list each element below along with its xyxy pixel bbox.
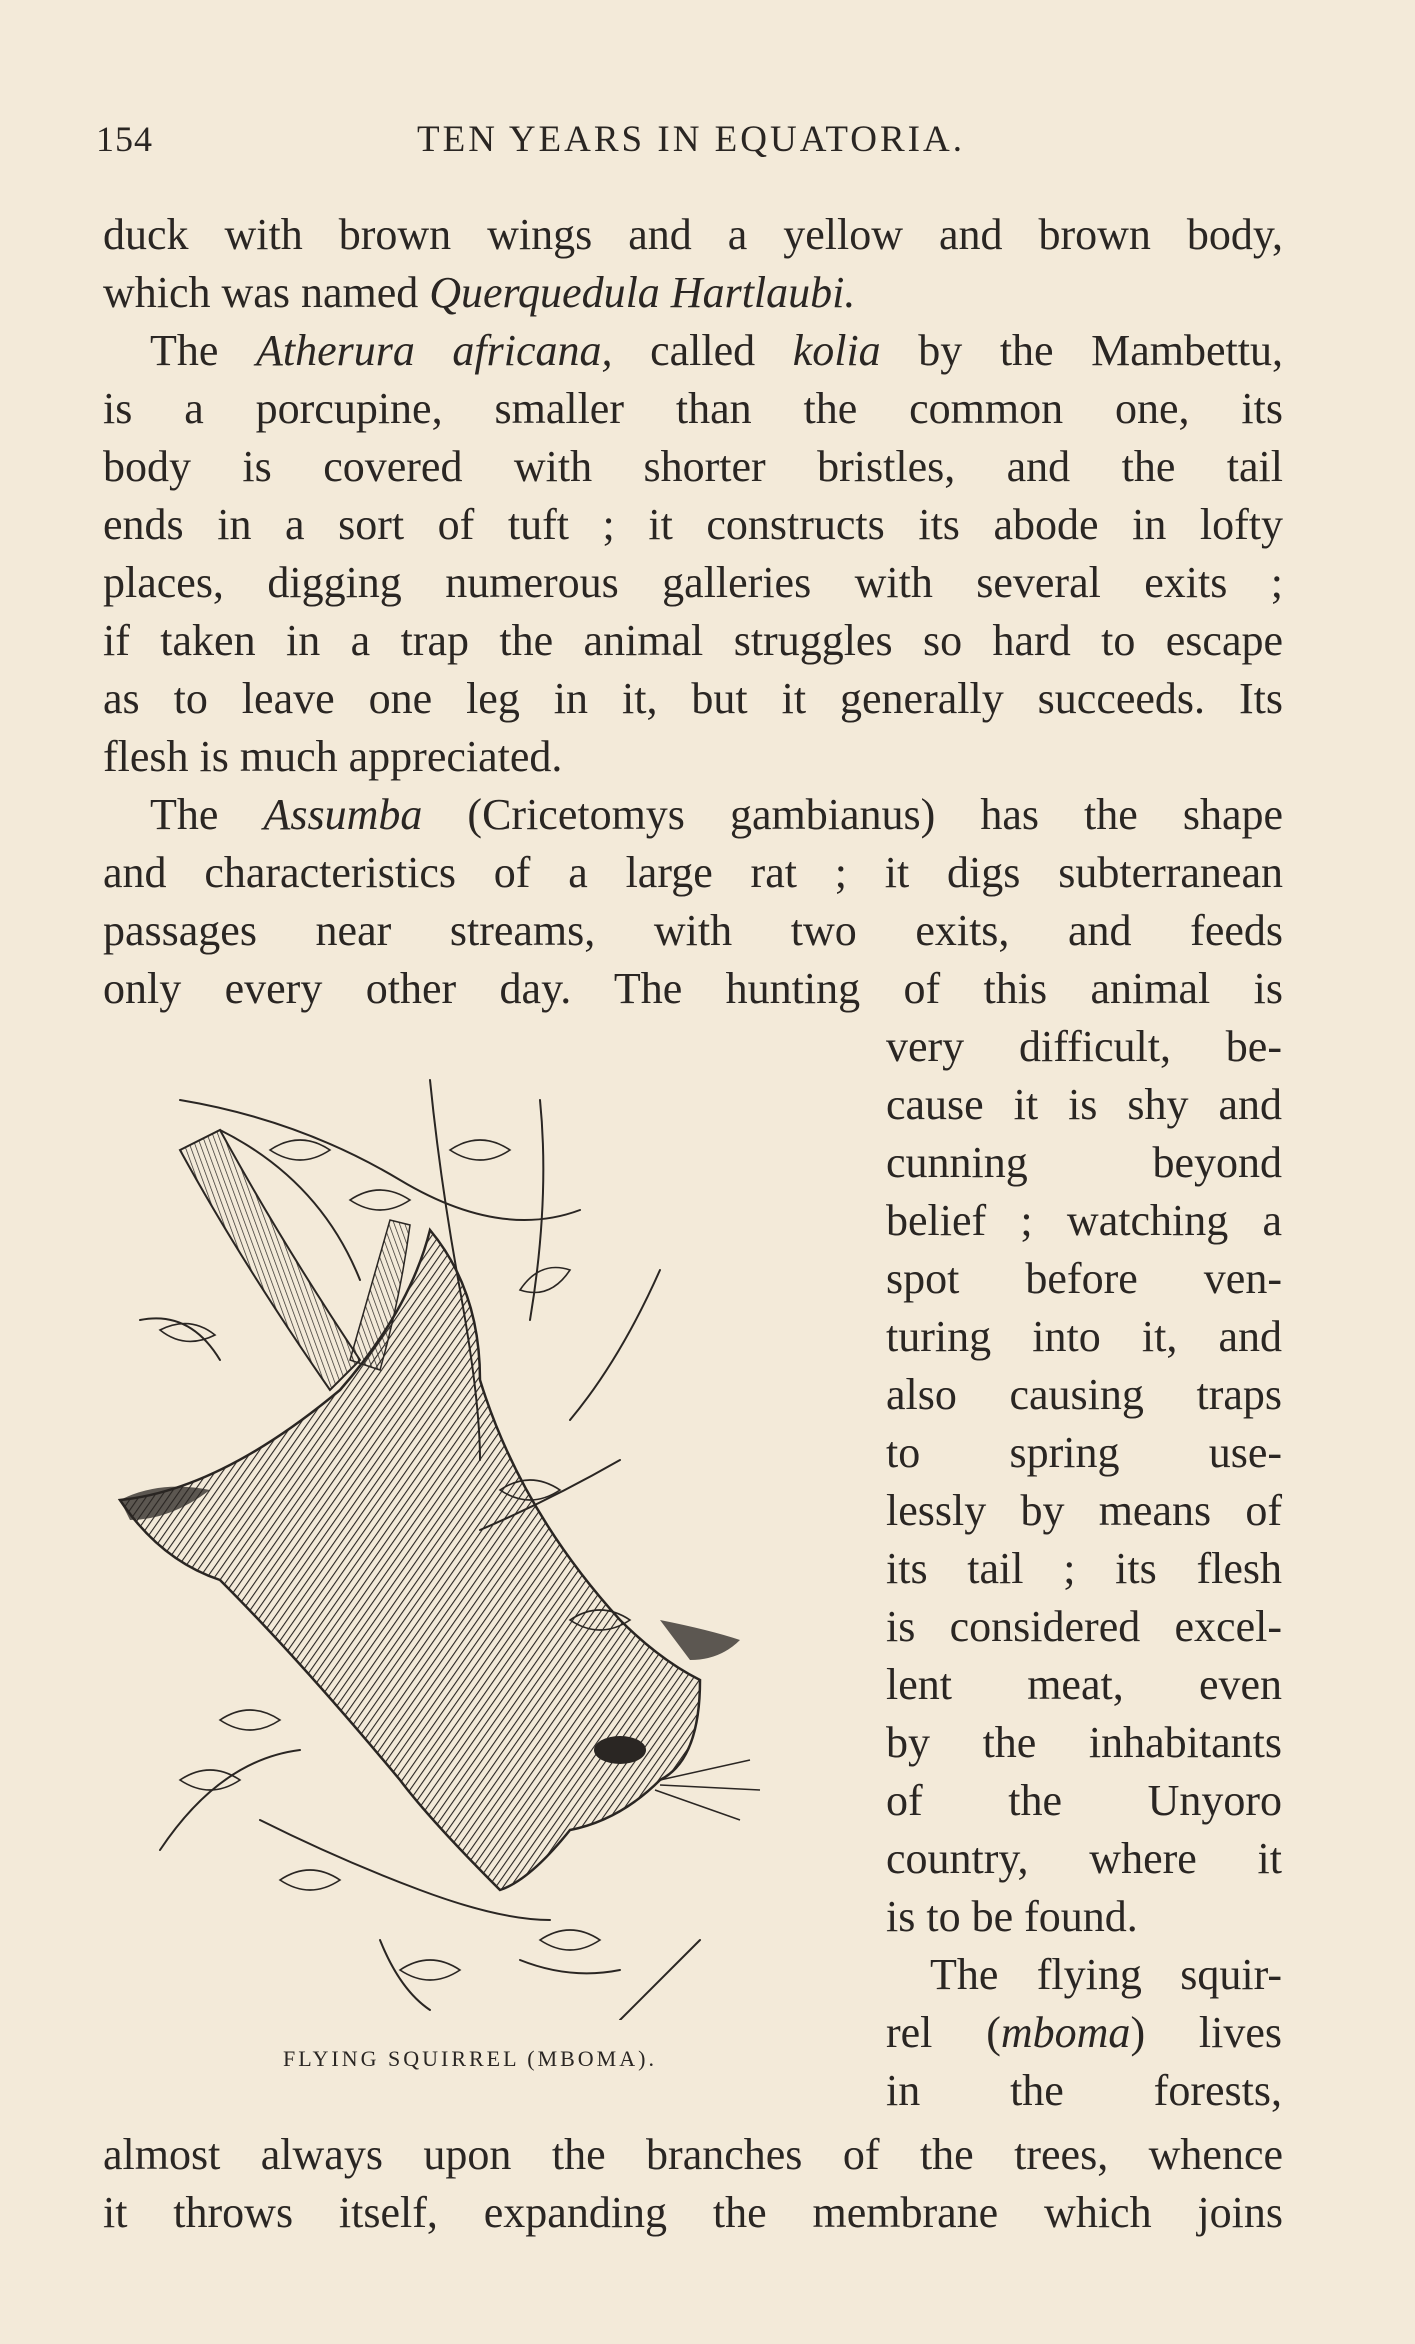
page-header	[96, 118, 1286, 178]
figure-caption: FLYING SQUIRREL (MBOMA).	[283, 2046, 657, 2071]
text-line: is to be found.	[886, 1892, 1138, 1941]
text-line: lessly by means of	[886, 1486, 1282, 1535]
text-line: to spring use-	[886, 1428, 1282, 1477]
text-line: is considered excel-	[886, 1602, 1282, 1651]
squirrel-tail	[180, 1130, 360, 1390]
squirrel-eye	[594, 1736, 646, 1764]
text-line: lent meat, even	[886, 1660, 1282, 1709]
text-line: only every other day. The hunting of this animal is	[103, 964, 1283, 1013]
text-line: by the inhabitants	[886, 1718, 1282, 1767]
text-run: called	[612, 326, 793, 375]
text-line: country, where it	[886, 1834, 1282, 1883]
text-run: The	[150, 790, 264, 839]
text-line: if taken in a trap the animal struggles so hard to escape	[103, 616, 1283, 665]
text-line: belief ; watching a	[886, 1196, 1282, 1245]
text-line: in the forests,	[886, 2066, 1282, 2115]
text-line: The flying squir-	[930, 1950, 1282, 1999]
text-line: cause it is shy and	[886, 1080, 1282, 1129]
squirrel-forepaw	[660, 1620, 740, 1660]
running-title: TEN YEARS IN EQUATORIA.	[417, 119, 965, 160]
text-line: very difficult, be-	[886, 1022, 1282, 1071]
text-line: passages near streams, with two exits, and feeds	[103, 906, 1283, 955]
local-name: Assumba	[263, 790, 423, 839]
text-line	[150, 786, 1283, 844]
text-line	[150, 322, 1283, 380]
flying-squirrel-illustration	[100, 1060, 840, 2020]
species-name: Querquedula Hartlaubi.	[429, 268, 856, 317]
text-line: ends in a sort of tuft ; it constructs its abode in lofty	[103, 500, 1283, 549]
text-line: of the Unyoro	[886, 1776, 1282, 1825]
local-name: kolia	[792, 326, 881, 375]
text-line: almost always upon the branches of the trees, whence	[103, 2130, 1283, 2179]
text-run: which was named	[103, 268, 430, 317]
local-name: mboma	[1000, 2008, 1131, 2057]
text-line	[886, 2004, 1282, 2062]
page-number: 154	[96, 119, 153, 159]
text-line: and characteristics of a large rat ; it digs subterranean	[103, 848, 1283, 897]
text-run: ) lives	[1130, 2008, 1282, 2057]
text-line: as to leave one leg in it, but it generally succeeds. Its	[103, 674, 1283, 723]
text-line: its tail ; its flesh	[886, 1544, 1282, 1593]
text-run: by the Mambettu,	[880, 326, 1283, 375]
species-name: Atherura africana,	[255, 326, 613, 375]
text-line: turing into it, and	[886, 1312, 1282, 1361]
text-line	[103, 264, 1283, 322]
text-line: places, digging numerous galleries with several exits ;	[103, 558, 1283, 607]
engraving-image	[100, 1060, 840, 2020]
text-run: rel (	[886, 2008, 1001, 2057]
text-line: body is covered with shorter bristles, and the tail	[103, 442, 1283, 491]
text-line: cunning beyond	[886, 1138, 1282, 1187]
text-line: is a porcupine, smaller than the common one, its	[103, 384, 1283, 433]
text-line: also causing traps	[886, 1370, 1282, 1419]
text-line: it throws itself, expanding the membrane which joins	[103, 2188, 1283, 2237]
text-line: flesh is much appreciated.	[103, 732, 563, 781]
text-run: (Cricetomys gambianus) has the shape	[422, 790, 1284, 839]
text-line: spot before ven-	[886, 1254, 1282, 1303]
text-run: The	[150, 326, 256, 375]
text-line: duck with brown wings and a yellow and brown body,	[103, 210, 1283, 259]
